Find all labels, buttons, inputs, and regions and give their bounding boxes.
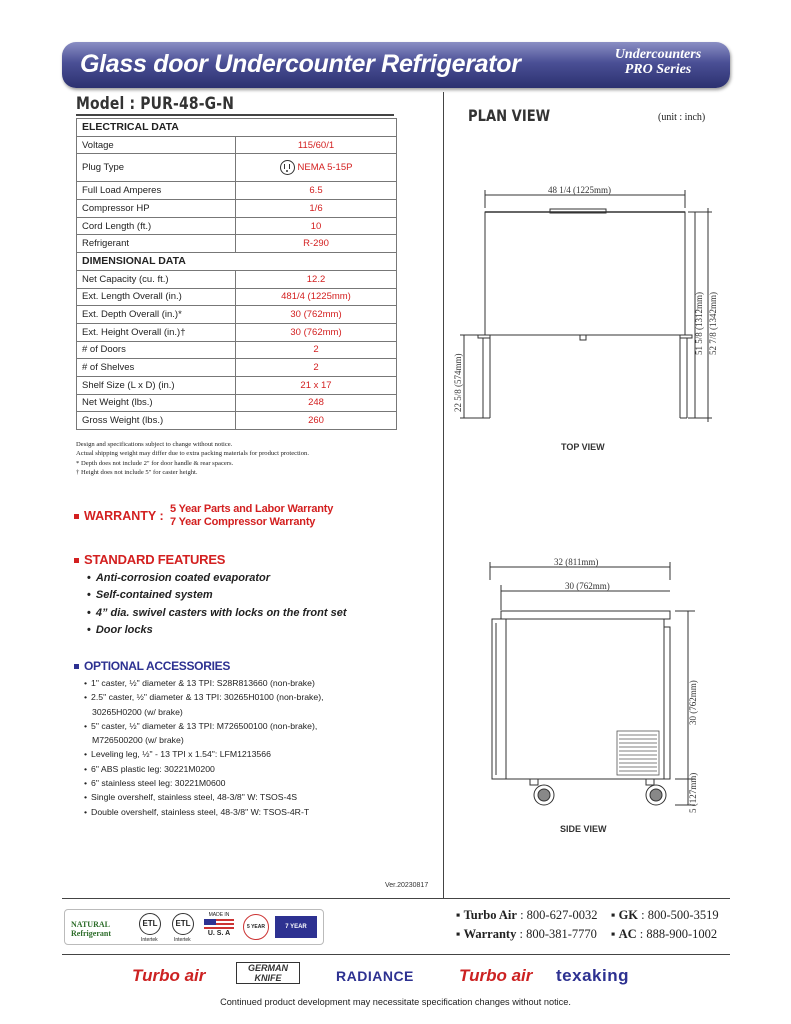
spec-row	[77, 394, 397, 412]
plan-view-title: PLAN VIEW	[468, 106, 551, 125]
contact-number: : 800-500-3519	[641, 908, 719, 922]
us-flag-icon	[204, 919, 234, 930]
etl-sanitation-logo-icon: ETL	[172, 913, 194, 935]
series-label	[603, 47, 713, 77]
side-view-label: SIDE VIEW	[560, 824, 607, 834]
made-in-usa-logo	[204, 912, 234, 937]
texaking-logo: texaking	[556, 966, 629, 985]
list-item: • Leveling leg, ½" - 13 TPI x 1.54": LFM1213566	[84, 747, 324, 761]
spec-value: 12.2	[236, 270, 397, 288]
spec-value: 30 (762mm)	[236, 323, 397, 341]
five-year-warranty-seal: 5 YEAR	[243, 914, 269, 940]
note-line: * Depth does not include 2" for door handle & rear spacers.	[76, 459, 234, 467]
warranty-terms	[170, 503, 333, 528]
spec-row	[77, 288, 397, 306]
list-item: • 4” dia. swivel casters with locks on the front set	[87, 605, 347, 622]
series-line-1: Undercounters	[614, 47, 702, 62]
list-item: • 2.5" caster, ½" diameter & 13 TPI: 30265H0100 (non-brake),	[84, 690, 324, 704]
standard-features-list	[87, 570, 347, 639]
spec-label: Ext. Height Overall (in.)†	[77, 323, 236, 341]
spec-value: 248	[236, 394, 397, 412]
spec-value: 481/4 (1225mm)	[236, 288, 397, 306]
spec-label: Full Load Amperes	[77, 182, 236, 200]
optional-accessories-heading	[74, 659, 230, 673]
list-item: • 1" caster, ½" diameter & 13 TPI: S28R813660 (non-brake)	[84, 676, 324, 690]
list-item: • 5" caster, ½" diameter & 13 TPI: M726500100 (non-brake),	[84, 719, 324, 733]
spec-label: Ext. Depth Overall (in.)*	[77, 306, 236, 324]
spec-row	[77, 217, 397, 235]
dim-top-depth-1: 51 5/8 (1312mm)	[694, 292, 704, 355]
refrigerant-label: Refrigerant	[71, 929, 111, 938]
top-view-label: TOP VIEW	[561, 442, 605, 452]
spec-row	[77, 359, 397, 377]
spec-label: Plug Type	[77, 154, 236, 182]
spec-value: 115/60/1	[236, 136, 397, 154]
spec-value: 30 (762mm)	[236, 306, 397, 324]
natural-refrigerant-logo	[71, 920, 111, 938]
standard-features-title: STANDARD FEATURES	[84, 552, 226, 567]
plug-icon	[280, 160, 295, 175]
warranty-label-text: WARRANTY :	[84, 509, 164, 523]
side-view-drawing	[470, 555, 710, 815]
spec-label: Shelf Size (L x D) (in.)	[77, 376, 236, 394]
contact-name: Warranty	[463, 927, 517, 941]
contact-number: : 800-381-7770	[519, 927, 597, 941]
version-label: Ver.20230817	[385, 882, 429, 889]
dim-side-height: 30 (762mm)	[688, 680, 698, 725]
natural-label: NATURAL	[71, 920, 110, 929]
optional-accessories-list	[84, 676, 324, 819]
list-item: • Single overshelf, stainless steel, 48-3/8" W: TSOS-4S	[84, 790, 324, 804]
dim-side-overall: 32 (811mm)	[554, 557, 599, 567]
turbo-air-logo: Turbo air	[132, 966, 206, 985]
made-in-label: MADE IN	[208, 912, 230, 918]
footer-rule-top	[62, 898, 730, 899]
note-line: † Height does not include 5" for caster height.	[76, 469, 198, 477]
standard-features-heading	[74, 552, 225, 567]
spec-value: 2	[236, 341, 397, 359]
dim-side-body: 30 (762mm)	[565, 581, 610, 591]
spec-table	[76, 118, 397, 430]
german-knife-logo: GERMAN KNIFE	[236, 962, 300, 984]
spec-value: R-290	[236, 235, 397, 253]
spec-row	[77, 323, 397, 341]
spec-row	[77, 306, 397, 324]
spec-label: Net Weight (lbs.)	[77, 394, 236, 412]
spec-row	[77, 270, 397, 288]
spec-row	[77, 182, 397, 200]
intertek-label: Intertek	[141, 937, 158, 943]
warranty-line-1: 5 Year Parts and Labor Warranty	[170, 503, 334, 515]
spec-value: 10	[236, 217, 397, 235]
spec-label: Gross Weight (lbs.)	[77, 412, 236, 430]
list-item-continuation: 30265H0200 (w/ brake)	[92, 706, 183, 717]
seven-year-warranty-badge: 7 YEAR	[275, 916, 317, 938]
warranty-line-2: 7 Year Compressor Warranty	[170, 515, 316, 528]
model-number: Model : PUR-48-G-N	[76, 94, 235, 114]
contact-number: : 888-900-1002	[639, 927, 718, 941]
spec-value	[236, 154, 397, 182]
spec-value: 1/6	[236, 200, 397, 218]
spec-value: 6.5	[236, 182, 397, 200]
spec-row	[77, 412, 397, 430]
model-underline	[76, 114, 394, 116]
spec-label: # of Doors	[77, 341, 236, 359]
contact-name: AC	[618, 927, 637, 941]
optional-accessories-title: OPTIONAL ACCESSORIES	[84, 659, 231, 673]
list-item: • Self-contained system	[87, 587, 347, 604]
column-divider	[443, 92, 444, 898]
spec-label: Net Capacity (cu. ft.)	[77, 270, 236, 288]
spec-label: Voltage	[77, 136, 236, 154]
spec-row	[77, 235, 397, 253]
list-item-continuation: M726500200 (w/ brake)	[92, 735, 184, 746]
contact-name: GK	[618, 908, 639, 922]
page-title: Glass door Undercounter Refrigerator	[80, 50, 521, 78]
plug-type-value: NEMA 5-15P	[297, 162, 353, 174]
bullet-square-icon	[74, 514, 79, 519]
spec-value: 21 x 17	[236, 376, 397, 394]
spec-row	[77, 200, 397, 218]
dimensional-data-heading: DIMENSIONAL DATA	[77, 253, 397, 271]
bullet-square-icon	[74, 664, 79, 669]
list-item: • Anti-corrosion coated evaporator	[87, 570, 347, 587]
spec-row	[77, 154, 397, 182]
spec-value: 260	[236, 412, 397, 430]
spec-row	[77, 376, 397, 394]
spec-label: Compressor HP	[77, 200, 236, 218]
radiance-logo: RADIANCE	[336, 968, 414, 984]
spec-row	[77, 136, 397, 154]
contact-gk: ▪ GK : 800-500-3519	[611, 908, 719, 922]
bullet-square-icon	[74, 558, 79, 563]
dim-top-depth-2: 52 7/8 (1342mm)	[708, 292, 718, 355]
note-line: Design and specifications subject to change without notice.	[76, 441, 233, 448]
electrical-data-heading: ELECTRICAL DATA	[77, 119, 397, 137]
turbo-air-logo-2: Turbo air	[459, 966, 533, 985]
list-item: • 6" stainless steel leg: 30221M0600	[84, 776, 324, 790]
warranty-label	[74, 509, 164, 523]
dim-side-caster: 5 (127mm)	[688, 772, 698, 813]
plan-unit: (unit : inch)	[658, 112, 706, 123]
spec-notes	[76, 440, 309, 478]
top-view-drawing	[450, 180, 730, 430]
usa-label: U. S. A	[207, 930, 231, 937]
spec-label: Refrigerant	[77, 235, 236, 253]
footer-disclaimer: Continued product development may necessitate specification changes without notice.	[220, 997, 571, 1007]
intertek-label: Intertek	[174, 937, 191, 943]
spec-label: Cord Length (ft.)	[77, 217, 236, 235]
contact-name: Turbo Air	[463, 908, 517, 922]
spec-label: Ext. Length Overall (in.)	[77, 288, 236, 306]
list-item: • 6" ABS plastic leg: 30221M0200	[84, 762, 324, 776]
list-item: • Door locks	[87, 622, 347, 639]
spec-label: # of Shelves	[77, 359, 236, 377]
series-line-2: PRO Series	[624, 62, 692, 77]
dim-top-door: 22 5/8 (574mm)	[453, 353, 463, 412]
certification-logos	[64, 909, 324, 945]
contact-number: : 800-627-0032	[520, 908, 598, 922]
spec-row	[77, 341, 397, 359]
footer-rule-bottom	[62, 954, 730, 955]
contact-turbo-air: ▪ Turbo Air : 800-627-0032	[456, 908, 598, 922]
note-line: Actual shipping weight may differ due to extra packing materials for product protection.	[76, 450, 309, 458]
etl-logo-icon: ETL	[139, 913, 161, 935]
spec-value: 2	[236, 359, 397, 377]
contact-warranty: ▪ Warranty : 800-381-7770	[456, 927, 597, 941]
contact-ac: ▪ AC : 888-900-1002	[611, 927, 718, 941]
dim-top-width: 48 1/4 (1225mm)	[548, 185, 611, 195]
list-item: • Double overshelf, stainless steel, 48-3/8" W: TSOS-4R-T	[84, 805, 324, 819]
